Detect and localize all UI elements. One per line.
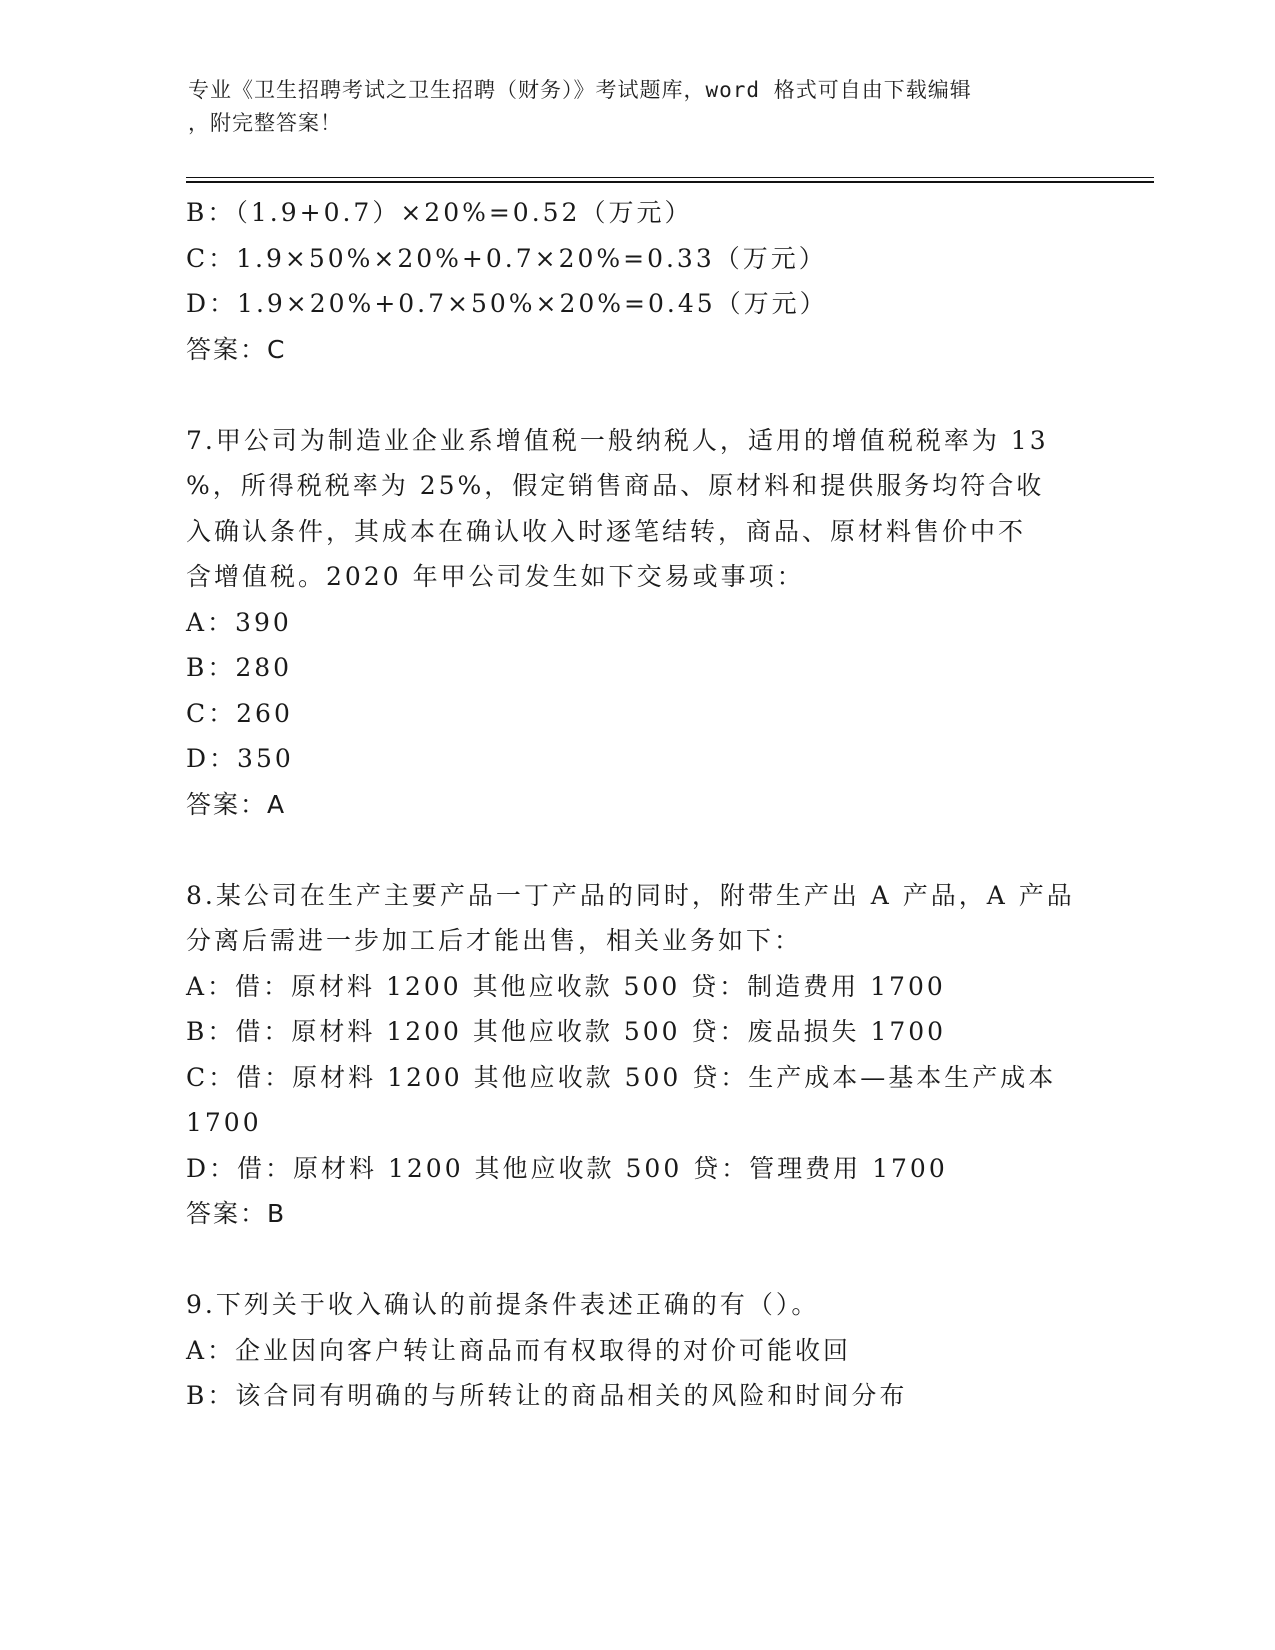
question-content	[186, 190, 1086, 1419]
option-a: A：企业因向客户转让商品而有权取得的对价可能收回	[186, 1335, 852, 1365]
option-a: A：390	[186, 607, 292, 637]
answer: 答案：A	[186, 789, 287, 819]
answer: 答案：C	[186, 334, 287, 364]
option-d: D：1.9×20%+0.7×50%×20%=0.45（万元）	[186, 289, 828, 318]
question-stem-line: 分离后需进一步加工后才能出售，相关业务如下：	[186, 926, 803, 955]
option-b: B：（1.9+0.7）×20%=0.52（万元）	[186, 198, 693, 227]
option-b: B：280	[186, 653, 293, 682]
option-c: C：借：原材料 1200 其他应收款 500 贷：生产成本—基本生产成本	[186, 1062, 1057, 1092]
question-stem-line: 9.下列关于收入确认的前提条件表述正确的有（）。	[186, 1290, 820, 1319]
question-stem-line: 入确认条件，其成本在确认收入时逐笔结转，商品、原材料售价中不	[186, 516, 1027, 546]
question-stem-line: 8.某公司在生产主要产品一丁产品的同时，附带生产出 A 产品，A 产品	[186, 880, 1075, 910]
question-stem-line: 7.甲公司为制造业企业系增值税一般纳税人，适用的增值税税率为 13	[186, 425, 1049, 455]
answer: 答案：B	[186, 1199, 287, 1228]
option-c-continued: 1700	[186, 1108, 262, 1137]
option-b: B：该合同有明确的与所转让的商品相关的风险和时间分布	[186, 1381, 908, 1410]
option-d: D：350	[186, 744, 294, 773]
header-rule-thin	[186, 177, 1154, 178]
question-8	[186, 873, 1086, 1237]
question-9	[186, 1282, 1086, 1419]
question-stem-line: %，所得税税率为 25%，假定销售商品、原材料和提供服务均符合收	[186, 471, 1045, 500]
option-c: C：1.9×50%×20%+0.7×20%=0.33（万元）	[186, 243, 827, 273]
option-b: B：借：原材料 1200 其他应收款 500 贷：废品损失 1700	[186, 1017, 947, 1046]
option-c: C：260	[186, 698, 293, 728]
prev-question-block	[186, 190, 1086, 372]
header-line-1: 专业《卫生招聘考试之卫生招聘（财务）》考试题库，word 格式可自由下载编辑	[188, 78, 972, 102]
option-d: D：借：原材料 1200 其他应收款 500 贷：管理费用 1700	[186, 1153, 948, 1183]
question-7	[186, 418, 1086, 828]
header-line-2: ，附完整答案！	[188, 111, 342, 135]
page-header	[188, 74, 1088, 140]
header-rule-thick	[186, 181, 1154, 183]
option-a: A：借：原材料 1200 其他应收款 500 贷：制造费用 1700	[186, 971, 946, 1001]
question-stem-line: 含增值税。2020 年甲公司发生如下交易或事项：	[186, 562, 805, 591]
